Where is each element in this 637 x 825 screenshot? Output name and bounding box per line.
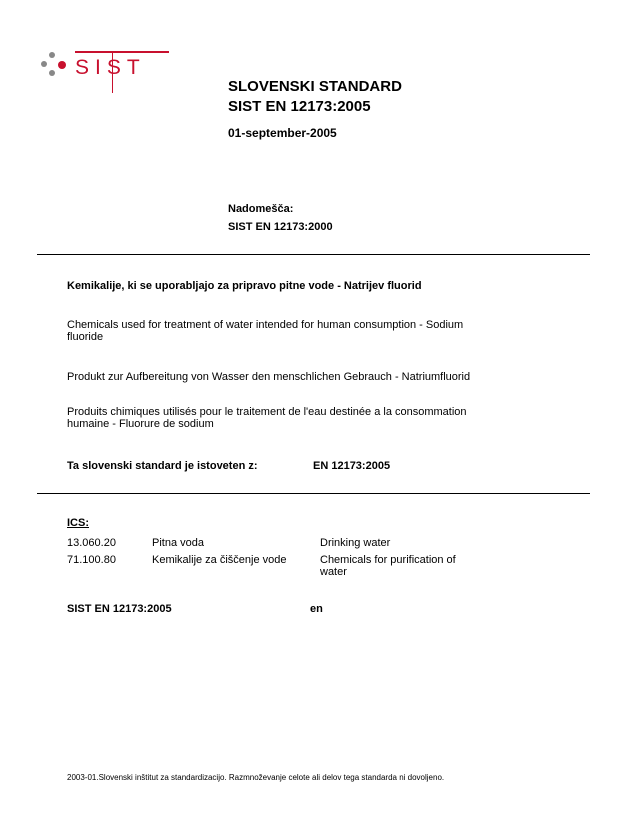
ics-code: 13.060.20 (67, 537, 116, 549)
copyright-footer: 2003-01.Slovenski inštitut za standardizacijo. Razmnoževanje celote ali delov tega standarda ni dovoljeno. (67, 773, 445, 782)
ics-english (320, 554, 456, 578)
divider-top (37, 254, 590, 255)
title-english-line2: fluoride (67, 331, 104, 343)
logo-dot-icon (58, 61, 66, 69)
language-code: en (310, 603, 323, 615)
ics-heading: ICS: (67, 517, 89, 529)
title-french-line2: humaine - Fluorure de sodium (67, 418, 214, 430)
title-french-line1: Produits chimiques utilisés pour le traitement de l'eau destinée a la consommation (67, 406, 467, 418)
title-english (67, 319, 463, 343)
publication-date: 01-september-2005 (228, 126, 337, 140)
replaces-label: Nadomešča: (228, 203, 294, 215)
bottom-standard-number: SIST EN 12173:2005 (67, 603, 172, 615)
identical-value: EN 12173:2005 (313, 460, 391, 472)
ics-code: 71.100.80 (67, 554, 116, 566)
logo-dot-icon (49, 52, 55, 58)
ics-english: Drinking water (320, 537, 391, 549)
title-german: Produkt zur Aufbereitung von Wasser den menschlichen Gebrauch - Natriumfluorid (67, 371, 471, 383)
ics-english-line2: water (320, 566, 347, 578)
title-french (67, 406, 467, 430)
logo-dot-icon (49, 70, 55, 76)
ics-english-line1: Chemicals for purification of (320, 554, 456, 566)
title-slovenian: Kemikalije, ki se uporabljajo za pripravo pitne vode - Natrijev fluorid (67, 280, 422, 292)
ics-slovenian: Pitna voda (152, 537, 204, 549)
ics-slovenian: Kemikalije za čiščenje vode (152, 554, 287, 566)
identical-label: Ta slovenski standard je istoveten z: (67, 460, 258, 472)
standard-heading: SLOVENSKI STANDARD (228, 78, 402, 95)
divider-bottom (37, 493, 590, 494)
logo-dot-icon (41, 61, 47, 67)
standard-number: SIST EN 12173:2005 (228, 98, 371, 115)
replaces-value: SIST EN 12173:2000 (228, 221, 333, 233)
logo-text: SIST (75, 56, 146, 79)
title-english-line1: Chemicals used for treatment of water intended for human consumption - Sodium (67, 319, 464, 331)
